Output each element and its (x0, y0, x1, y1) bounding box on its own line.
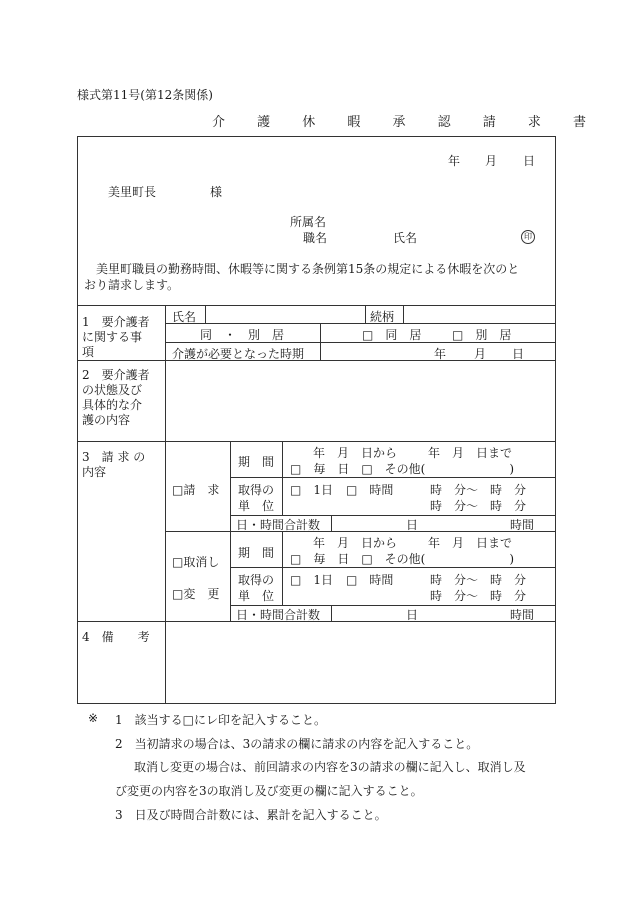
request-text-line1: 美里町職員の勤務時間、休暇等に関する条例第15条の規定による休暇を次のと (96, 262, 520, 276)
relation-left-divider (365, 305, 366, 323)
section3-req-time-line2: 時 分～ 時 分 (430, 499, 527, 513)
section4-label: 4 備 考 (82, 630, 150, 644)
frame-top (77, 136, 555, 137)
section3-cancel-time-line2: 時 分～ 時 分 (430, 589, 527, 603)
section3-req-period-from: 年 月 日から (313, 446, 398, 460)
section3-cancel-row1-line (230, 567, 555, 568)
section1-label-line3: 項 (82, 345, 95, 359)
frame-left (77, 136, 78, 704)
section1-name-label: 氏名 (172, 310, 197, 324)
section2-label-line2: の状態及び (82, 383, 143, 397)
section3-split-line (165, 531, 555, 532)
relation-right-divider (403, 305, 404, 323)
section3-cancel-unit-day: □ 1日 (290, 573, 333, 587)
section3-req-period-label: 期 間 (238, 455, 275, 469)
name-label-divider (205, 305, 206, 323)
date-month: 月 (485, 154, 498, 168)
section3-req-period-to: 年 月 日まで (428, 446, 513, 460)
request-text-line2: おり請求します。 (84, 278, 180, 292)
section3-cancel-unit-label2: 単 位 (238, 589, 275, 603)
section3-req-unit-label2: 単 位 (238, 499, 275, 513)
note-3: 3 日及び時間合計数には、累計を記入すること。 (115, 808, 387, 822)
section3-req-total-day: 日 (406, 518, 419, 532)
section3-cancel-unit-hour: □ 時間 (346, 573, 394, 587)
section3-req-row1-line (230, 477, 555, 478)
frame-right (555, 136, 556, 704)
section3-cancel-time-line1: 時 分～ 時 分 (430, 573, 527, 587)
section1-label-line2: に関する事 (82, 330, 143, 344)
section3-cancel-total-label: 日・時間合計数 (236, 608, 321, 622)
section3-req-unit-day: □ 1日 (290, 483, 333, 497)
section3-change-label: □変 更 (172, 587, 220, 601)
section1-check-same: □ 同 居 (362, 328, 422, 342)
section3-cancel-period-opts: □ 毎 日 □ その他( ) (290, 552, 515, 566)
section3-req-total-divider (331, 515, 332, 531)
section1-need-time-label: 介護が必要となった時期 (172, 347, 305, 361)
section3-req-value-divider (282, 441, 283, 515)
section2-label-line3: 具体的な介 (82, 398, 143, 412)
form-number: 様式第11号(第12条関係) (77, 88, 213, 102)
applicant-position: 職名 (303, 231, 328, 245)
form-title: 介 護 休 暇 承 認 請 求 書 (212, 115, 601, 130)
note-2: 2 当初請求の場合は、3の請求の欄に請求の内容を記入すること。 (115, 737, 479, 751)
section3-top-line (77, 441, 555, 442)
section3-cancel-period-to: 年 月 日まで (428, 536, 513, 550)
section1-row1-line (165, 323, 555, 324)
section1-need-month: 月 (474, 347, 487, 361)
section2-label-line1: 2 要介護者 (82, 368, 150, 382)
note-1: 1 該当する□にレ印を記入すること。 (115, 713, 326, 727)
section3-cancel-total-hour: 時間 (510, 608, 535, 622)
date-year: 年 (448, 154, 461, 168)
section3-req-total-hour: 時間 (510, 518, 535, 532)
section3-req-unit-hour: □ 時間 (346, 483, 394, 497)
section1-mid-divider (320, 323, 321, 360)
section1-cohabit: 同 ・ 別 居 (200, 328, 285, 342)
applicant-name: 氏名 (393, 231, 418, 245)
section3-req-unit-label1: 取得の (238, 483, 275, 497)
note-2b: 取消し変更の場合は、前回請求の内容を3の請求の欄に記入し、取消し及 (134, 760, 526, 774)
section2-label-line4: 護の内容 (82, 413, 131, 427)
notes-mark: ※ (88, 711, 99, 725)
frame-bottom (77, 703, 555, 704)
applicant-dept: 所属名 (290, 215, 327, 229)
seal-mark-icon: 印 (521, 230, 535, 244)
label-column-divider (165, 305, 166, 703)
section1-need-day: 日 (512, 347, 525, 361)
date-day: 日 (523, 154, 536, 168)
section3-cancel-period-label: 期 間 (238, 546, 275, 560)
section3-cancel-unit-label1: 取得の (238, 573, 275, 587)
section3-label-line2: 内容 (82, 465, 107, 479)
section1-label-line1: 1 要介護者 (82, 315, 150, 329)
section3-req-total-label: 日・時間合計数 (236, 518, 321, 532)
section3-req-time-line1: 時 分～ 時 分 (430, 483, 527, 497)
section1-check-sep: □ 別 居 (452, 328, 512, 342)
section1-relation-label: 続柄 (370, 310, 395, 324)
section3-cancel-total-day: 日 (406, 608, 419, 622)
section3-cancel-total-divider (331, 605, 332, 621)
section1-top-line (77, 305, 555, 306)
section3-cancel-value-divider (282, 531, 283, 605)
section3-cancel-label: □取消し (172, 555, 220, 569)
note-2c: び変更の内容を3の取消し及び変更の欄に記入すること。 (115, 784, 423, 798)
section3-cancel-period-from: 年 月 日から (313, 536, 398, 550)
section3-label-line1: 3 請 求 の (82, 450, 146, 464)
section1-need-year: 年 (434, 347, 447, 361)
section3-request-label: □請 求 (172, 483, 220, 497)
addressee-mayor: 美里町長 (108, 185, 157, 199)
addressee-sama: 様 (210, 185, 223, 199)
section3-req-period-opts: □ 毎 日 □ その他( ) (290, 462, 515, 476)
